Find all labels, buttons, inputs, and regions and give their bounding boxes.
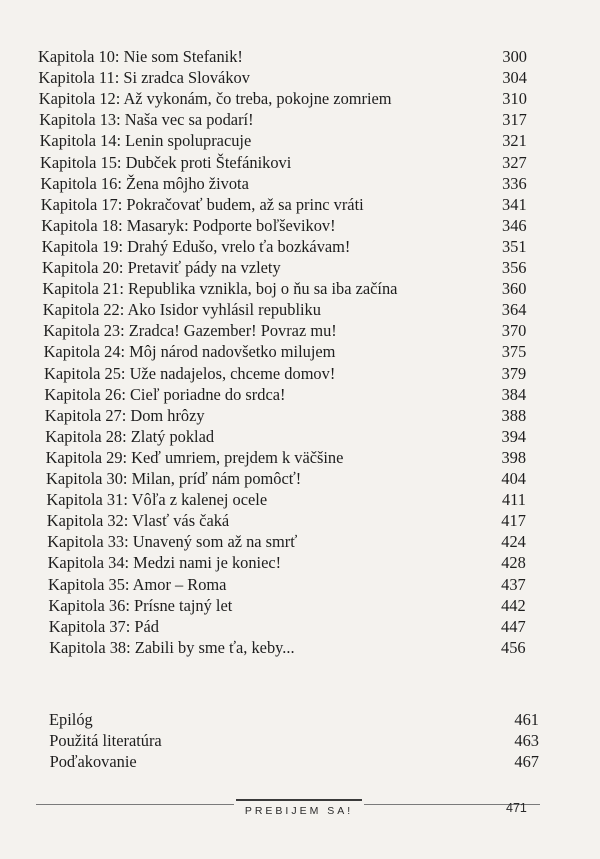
- toc-chapter-row: [0, 195, 600, 215]
- toc-chapter-row: [0, 385, 600, 405]
- toc-chapter-row: [0, 596, 600, 616]
- toc-entry-title: Kapitola 16: Žena môjho života: [40, 173, 249, 193]
- toc-chapter-row: [0, 575, 600, 595]
- toc-entry-title: Kapitola 22: Ako Isidor vyhlásil republiku: [42, 300, 321, 320]
- toc-chapter-row: [0, 237, 600, 257]
- toc-backmatter-row: [0, 731, 600, 751]
- footer-rule-left: [36, 804, 234, 805]
- toc-entry-title: Kapitola 12: Až vykonám, čo treba, pokojne zomriem: [38, 89, 392, 109]
- toc-entry-title: Poďakovanie: [49, 752, 137, 772]
- toc-chapter-row: [0, 469, 600, 489]
- toc-entry-title: Kapitola 23: Zradca! Gazember! Povraz mu!: [43, 321, 337, 341]
- toc-entry-title: Kapitola 32: Vlasť vás čaká: [46, 511, 230, 531]
- toc-entry-page: 336: [502, 173, 527, 193]
- toc-chapter-row: [0, 617, 600, 637]
- toc-entry-page: 360: [501, 279, 527, 299]
- toc-entry-page: 388: [501, 405, 527, 425]
- toc-chapter-row: [0, 216, 600, 236]
- toc-entry-title: Kapitola 11: Si zradca Slovákov: [38, 68, 250, 88]
- toc-entry-title: Kapitola 20: Pretaviť pády na vzlety: [42, 258, 281, 277]
- toc-chapter-row: [0, 258, 600, 278]
- toc-entry-title: Použitá literatúra: [49, 731, 162, 751]
- toc-chapter-row: [0, 131, 600, 151]
- toc-entry-page: 447: [501, 616, 526, 636]
- toc-chapter-row: [0, 342, 600, 362]
- toc-entry-page: 461: [514, 710, 539, 729]
- toc-entry-page: 379: [501, 363, 527, 383]
- toc-entry-page: 404: [501, 469, 526, 488]
- toc-entry-page: 300: [502, 47, 527, 66]
- toc-entry-page: 411: [501, 490, 526, 510]
- toc-chapter-row: [0, 153, 600, 173]
- toc-chapter-row: [0, 532, 600, 552]
- toc-entry-page: 327: [502, 152, 527, 172]
- toc-entry-title: Kapitola 28: Zlatý poklad: [45, 426, 215, 446]
- toc-entry-title: Kapitola 31: Vôľa z kalenej ocele: [46, 490, 268, 510]
- toc-chapter-row: [0, 448, 600, 468]
- toc-chapter-row: [0, 89, 600, 109]
- toc-entry-title: Kapitola 38: Zabili by sme ťa, keby...: [49, 637, 295, 657]
- toc-entry-page: 424: [501, 532, 526, 552]
- toc-chapter-row: [0, 490, 600, 510]
- toc-backmatter-row: [0, 752, 600, 772]
- toc-entry-page: 341: [502, 194, 527, 214]
- page-number: 471: [506, 801, 527, 815]
- toc-chapter-row: [0, 68, 600, 88]
- toc-entry-page: 394: [501, 426, 527, 446]
- toc-entry-title: Kapitola 17: Pokračovať budem, až sa princ vráti: [40, 194, 364, 214]
- toc-entry-page: 351: [501, 236, 527, 256]
- toc-entry-title: Kapitola 35: Amor – Roma: [48, 574, 227, 594]
- toc-entry-title: Kapitola 14: Lenin spolupracuje: [39, 131, 252, 151]
- toc-entry-page: 370: [501, 321, 527, 341]
- running-title: PREBIJEM SA!: [236, 799, 362, 817]
- toc-entry-page: 304: [502, 68, 527, 88]
- toc-entry-title: Kapitola 10: Nie som Stefanik!: [38, 47, 243, 66]
- toc-entry-page: 398: [501, 447, 527, 467]
- toc-entry-page: 321: [502, 131, 527, 151]
- toc-entry-title: Kapitola 33: Unavený som až na smrť: [47, 532, 298, 552]
- toc-entry-title: Kapitola 13: Naša vec sa podarí!: [39, 110, 254, 130]
- toc-chapter-row: [0, 300, 600, 320]
- toc-entry-title: Kapitola 18: Masaryk: Podporte boľševikov!: [41, 215, 336, 235]
- toc-entry-title: Kapitola 24: Môj národ nadovšetko milujem: [43, 342, 336, 362]
- toc-entry-page: 375: [501, 342, 527, 362]
- toc-entry-page: 317: [502, 110, 527, 130]
- toc-entry-page: 428: [501, 553, 526, 573]
- toc-chapter-row: [0, 638, 600, 658]
- toc-entry-title: Kapitola 37: Pád: [48, 616, 159, 636]
- toc-entry-page: 310: [502, 89, 527, 109]
- toc-entry-title: Kapitola 21: Republika vznikla, boj o ňu sa iba začína: [42, 279, 398, 299]
- toc-entry-title: Kapitola 30: Milan, príď nám pomôcť!: [46, 469, 302, 488]
- toc-entry-page: 456: [501, 637, 526, 657]
- toc-entry-page: 467: [514, 752, 539, 772]
- toc-entry-page: 356: [501, 258, 527, 277]
- toc-entry-page: 384: [501, 384, 527, 404]
- toc-entry-title: Kapitola 15: Dubček proti Štefánikovi: [40, 152, 292, 172]
- toc-chapter-row: [0, 110, 600, 130]
- toc-entry-title: Kapitola 19: Drahý Edušo, vrelo ťa bozkávam!: [41, 236, 351, 256]
- toc-entry-title: Kapitola 26: Cieľ poriadne do srdca!: [44, 384, 286, 404]
- toc-entry-title: Kapitola 29: Keď umriem, prejdem k väčšine: [45, 447, 344, 467]
- toc-chapter-row: [0, 553, 600, 573]
- toc-chapter-row: [0, 406, 600, 426]
- toc-backmatter-row: [0, 710, 600, 730]
- toc-entry-title: Epilóg: [49, 710, 93, 729]
- toc-chapter-row: [0, 174, 600, 194]
- toc-entry-page: 417: [501, 511, 526, 531]
- toc-chapter-row: [0, 511, 600, 531]
- toc-entry-page: 463: [514, 731, 539, 751]
- toc-entry-title: Kapitola 34: Medzi nami je koniec!: [47, 553, 282, 573]
- toc-chapter-row: [0, 321, 600, 341]
- toc-chapter-row: [0, 427, 600, 447]
- toc-chapter-row: [0, 364, 600, 384]
- toc-entry-title: Kapitola 27: Dom hrôzy: [44, 405, 205, 425]
- toc-entry-page: 437: [501, 574, 526, 594]
- toc-chapter-row: [0, 279, 600, 299]
- toc-entry-page: 442: [501, 595, 526, 615]
- toc-entry-title: Kapitola 25: Uže nadajelos, chceme domov!: [44, 363, 336, 383]
- toc-chapter-row: [0, 47, 600, 67]
- toc-entry-page: 346: [502, 215, 527, 235]
- toc-entry-page: 364: [501, 300, 527, 320]
- toc-entry-title: Kapitola 36: Prísne tajný let: [48, 595, 233, 615]
